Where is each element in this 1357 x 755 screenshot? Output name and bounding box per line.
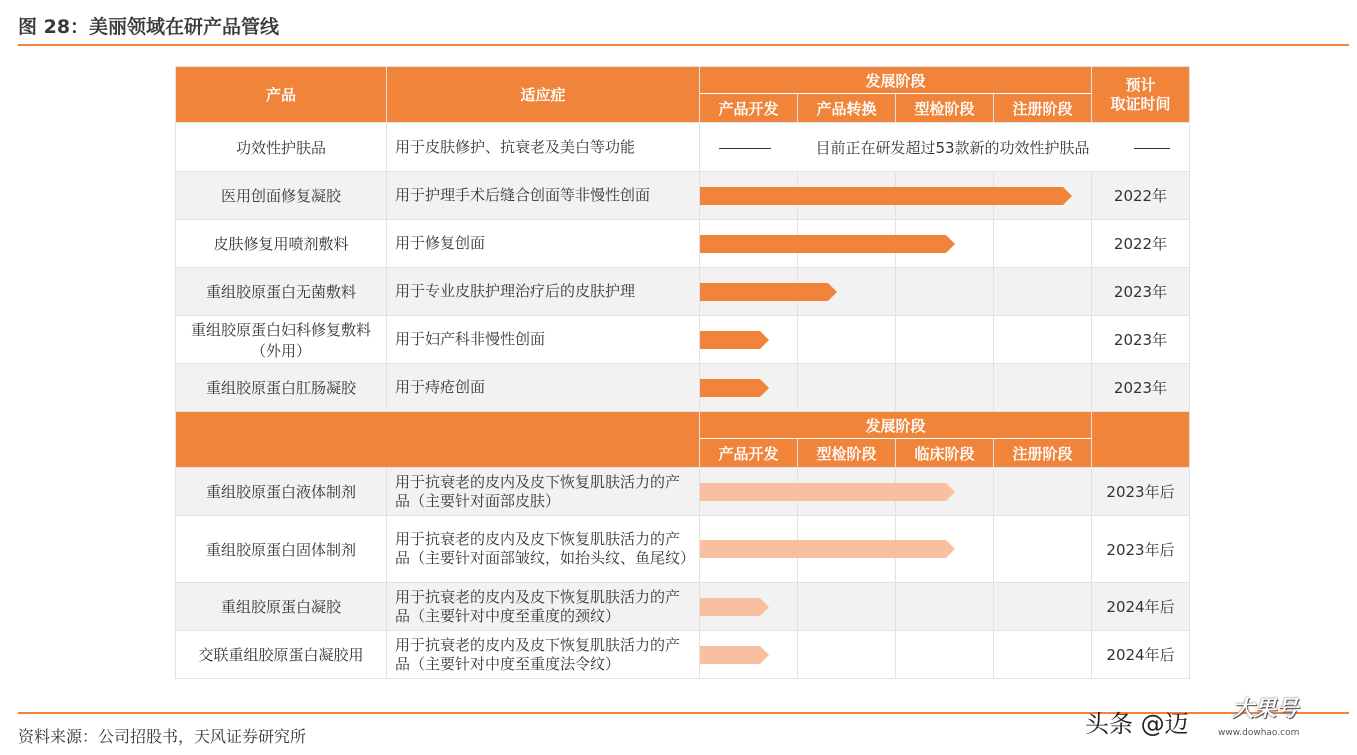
dash-line	[1134, 148, 1170, 149]
expected-year: 2023年	[1092, 316, 1190, 364]
watermark-text: 头条 @迈	[1085, 710, 1189, 738]
product-name: 交联重组胶原蛋白凝胶用	[176, 631, 387, 679]
table-row	[176, 583, 1190, 631]
stage-cell	[994, 316, 1092, 364]
table-row	[176, 364, 1190, 412]
expected-year: 2024年后	[1092, 583, 1190, 631]
progress-bar	[700, 646, 760, 664]
indication: 用于痔疮创面	[387, 364, 700, 412]
table-row	[176, 220, 1190, 268]
stage-cell	[798, 583, 896, 631]
stage-cell	[798, 631, 896, 679]
header-year: 预计 取证时间	[1092, 67, 1190, 123]
stage-cell	[798, 364, 896, 412]
stage-cell	[700, 631, 798, 679]
product-name: 功效性护肤品	[176, 123, 387, 172]
stage-cell	[896, 583, 994, 631]
watermark-logo: 大果号	[1232, 697, 1299, 722]
expected-year: 2023年后	[1092, 468, 1190, 516]
expected-year: 2023年	[1092, 268, 1190, 316]
source-note: 资料来源：公司招股书，天风证券研究所	[18, 727, 307, 746]
indication: 用于护理手术后缝合创面等非慢性创面	[387, 172, 700, 220]
progress-bar	[700, 483, 946, 501]
stage-cell	[994, 583, 1092, 631]
progress-bar	[700, 598, 760, 616]
stage-cell	[896, 268, 994, 316]
title-divider	[18, 44, 1349, 46]
stage-label: 产品开发	[700, 94, 798, 123]
header-stage-group: 发展阶段	[700, 412, 1092, 439]
stage-cell	[700, 172, 798, 220]
table-row	[176, 123, 1190, 172]
stage-cell	[896, 316, 994, 364]
stage-cell	[994, 468, 1092, 516]
header-indication: 适应症	[387, 67, 700, 123]
product-name: 重组胶原蛋白妇科修复敷料（外用）	[176, 316, 387, 364]
figure-title: 图 28：美丽领域在研产品管线	[18, 16, 280, 38]
stage-cell	[700, 316, 798, 364]
pipeline-table	[175, 66, 1190, 679]
stage-cell	[994, 516, 1092, 583]
stage-label: 注册阶段	[994, 439, 1092, 468]
stage-cell	[994, 268, 1092, 316]
stage-cell	[994, 220, 1092, 268]
indication: 用于专业皮肤护理治疗后的皮肤护理	[387, 268, 700, 316]
progress-bar	[700, 331, 760, 349]
note-cell	[700, 123, 1190, 172]
expected-year: 2023年后	[1092, 516, 1190, 583]
indication: 用于抗衰老的皮内及皮下恢复肌肤活力的产品（主要针对面部皮肤）	[387, 468, 700, 516]
progress-bar	[700, 187, 1063, 205]
table-row	[176, 316, 1190, 364]
stage-label: 临床阶段	[896, 439, 994, 468]
stage-label: 产品转换	[798, 94, 896, 123]
stage-cell	[994, 631, 1092, 679]
stage-cell	[798, 316, 896, 364]
table-row	[176, 468, 1190, 516]
product-name: 重组胶原蛋白肛肠凝胶	[176, 364, 387, 412]
stage-label: 产品开发	[700, 439, 798, 468]
product-name: 重组胶原蛋白凝胶	[176, 583, 387, 631]
stage-cell	[700, 220, 798, 268]
stage-cell	[700, 268, 798, 316]
table1-header	[176, 67, 1190, 94]
progress-bar	[700, 540, 946, 558]
indication: 用于抗衰老的皮内及皮下恢复肌肤活力的产品（主要针对中度至重度的颈纹）	[387, 583, 700, 631]
table-row	[176, 516, 1190, 583]
indication: 用于抗衰老的皮内及皮下恢复肌肤活力的产品（主要针对面部皱纹，如抬头纹、鱼尾纹）	[387, 516, 700, 583]
table-row	[176, 268, 1190, 316]
product-name: 重组胶原蛋白固体制剂	[176, 516, 387, 583]
header-blank	[1092, 412, 1190, 468]
product-name: 重组胶原蛋白无菌敷料	[176, 268, 387, 316]
stage-cell	[700, 516, 798, 583]
expected-year: 2022年	[1092, 220, 1190, 268]
expected-year: 2022年	[1092, 172, 1190, 220]
stage-cell	[896, 364, 994, 412]
stage-cell	[994, 364, 1092, 412]
indication: 用于修复创面	[387, 220, 700, 268]
watermark-url: www.dowhao.com	[1218, 728, 1300, 738]
dash-line	[719, 148, 771, 149]
stage-cell	[700, 364, 798, 412]
product-name: 皮肤修复用喷剂敷料	[176, 220, 387, 268]
progress-bar	[700, 235, 946, 253]
table2-header	[176, 412, 1190, 439]
table-row	[176, 172, 1190, 220]
progress-bar	[700, 283, 828, 301]
stage-label: 注册阶段	[994, 94, 1092, 123]
expected-year: 2024年后	[1092, 631, 1190, 679]
table-row	[176, 631, 1190, 679]
progress-bar	[700, 379, 760, 397]
header-blank	[176, 412, 700, 468]
indication: 用于抗衰老的皮内及皮下恢复肌肤活力的产品（主要针对中度至重度法令纹）	[387, 631, 700, 679]
indication: 用于妇产科非慢性创面	[387, 316, 700, 364]
development-note: 目前正在研发超过53款新的功效性护肤品	[815, 138, 1090, 157]
stage-cell	[700, 468, 798, 516]
indication: 用于皮肤修护、抗衰老及美白等功能	[387, 123, 700, 172]
stage-cell	[896, 631, 994, 679]
header-stage-group: 发展阶段	[700, 67, 1092, 94]
header-product: 产品	[176, 67, 387, 123]
stage-label: 型检阶段	[896, 94, 994, 123]
stage-cell	[700, 583, 798, 631]
product-name: 重组胶原蛋白液体制剂	[176, 468, 387, 516]
stage-label: 型检阶段	[798, 439, 896, 468]
product-name: 医用创面修复凝胶	[176, 172, 387, 220]
expected-year: 2023年	[1092, 364, 1190, 412]
